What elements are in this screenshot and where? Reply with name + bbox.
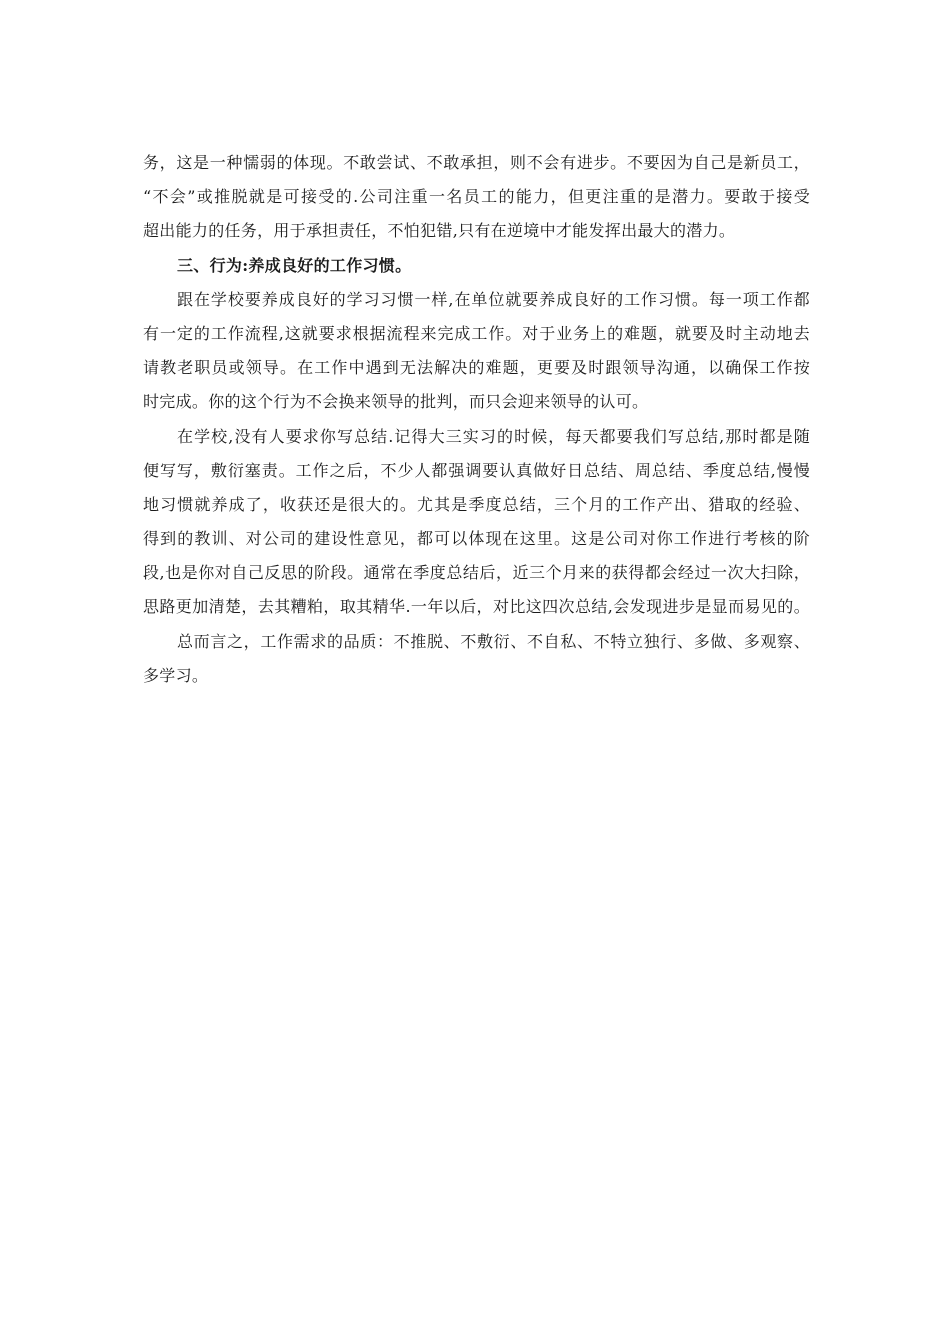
paragraph-line: “不会”或推脱就是可接受的.公司注重一名员工的能力，但更注重的是潜力。要敢于接受 xyxy=(143,187,810,207)
paragraph-line: 时完成。你的这个行为不会换来领导的批判，而只会迎来领导的认可。 xyxy=(143,392,649,412)
paragraph-conclusion xyxy=(143,625,810,693)
paragraph-line: 请教老职员或领导。在工作中遇到无法解决的难题，更要及时跟领导沟通，以确保工作按 xyxy=(143,358,810,378)
paragraph-line: 总而言之，工作需求的品质：不推脱、不敷衍、不自私、不特立独行、多做、多观察、 xyxy=(177,631,810,651)
paragraph-line: 思路更加清楚，去其糟粕，取其精华.一年以后，对比这四次总结,会发现进步是显而易见的。 xyxy=(143,597,810,617)
paragraph-line: 有一定的工作流程,这就要求根据流程来完成工作。对于业务上的难题，就要及时主动地去 xyxy=(143,323,810,343)
paragraph-line: 跟在学校要养成良好的学习习惯一样,在单位就要养成良好的工作习惯。每一项工作都 xyxy=(177,289,810,309)
paragraph-line: 地习惯就养成了，收获还是很大的。尤其是季度总结，三个月的工作产出、猎取的经验、 xyxy=(143,494,810,514)
document-body xyxy=(143,146,810,693)
paragraph-line: 便写写，敷衍塞责。工作之后，不少人都强调要认真做好日总结、周总结、季度总结,慢慢 xyxy=(143,460,810,480)
section-heading: 三、行为:养成良好的工作习惯。 xyxy=(177,255,412,275)
paragraph-line: 多学习。 xyxy=(143,665,209,685)
paragraph-work-habits xyxy=(143,283,810,420)
paragraph-line: 在学校,没有人要求你写总结.记得大三实习的时候，每天都要我们写总结,那时都是随 xyxy=(177,426,810,446)
paragraph-continued xyxy=(143,146,810,249)
paragraph-line: 得到的教训、对公司的建设性意见，都可以体现在这里。这是公司对你工作进行考核的阶 xyxy=(143,529,810,549)
paragraph-line: 段,也是你对自己反思的阶段。通常在季度总结后，近三个月来的获得都会经过一次大扫除， xyxy=(143,563,810,583)
paragraph-summaries xyxy=(143,420,810,625)
paragraph-line: 超出能力的任务，用于承担责任，不怕犯错,只有在逆境中才能发挥出最大的潜力。 xyxy=(143,221,736,241)
paragraph-line: 务，这是一种懦弱的体现。不敢尝试、不敢承担，则不会有进步。不要因为自己是新员工， xyxy=(143,153,810,172)
